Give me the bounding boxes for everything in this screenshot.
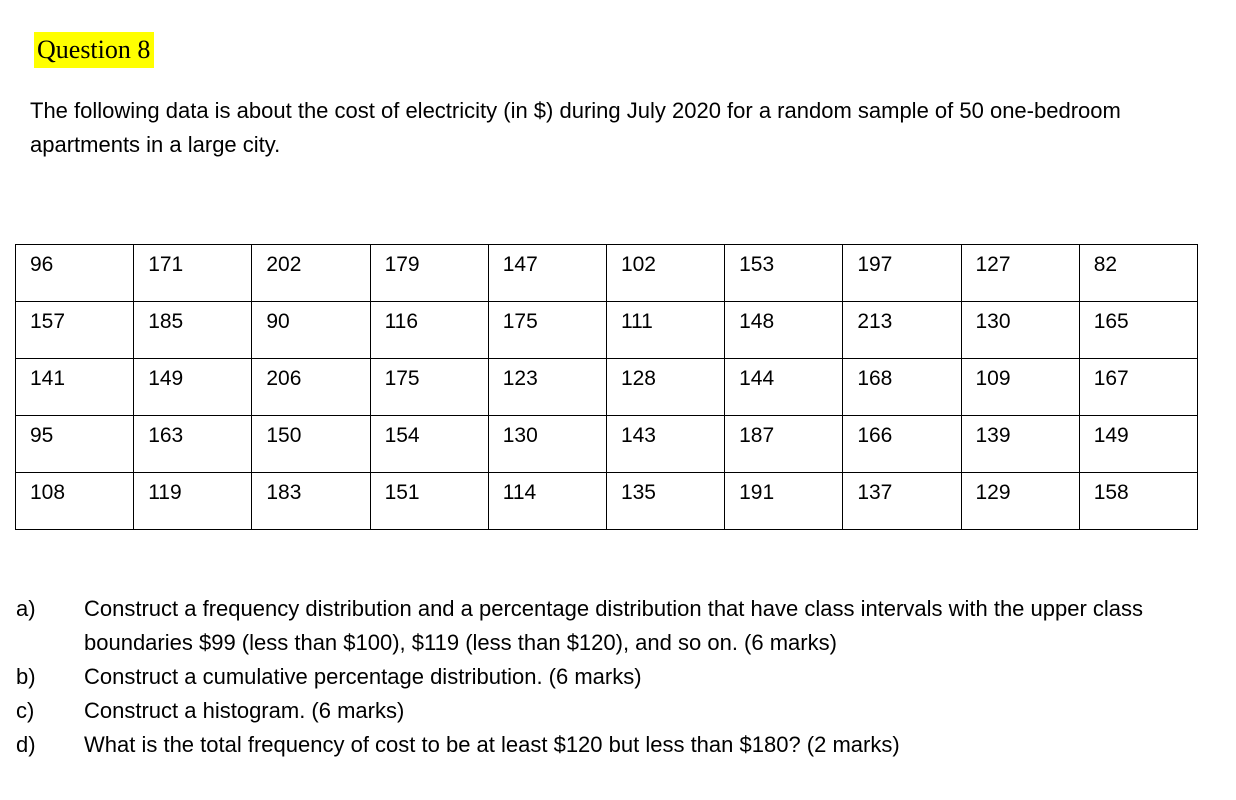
table-cell: 183 xyxy=(252,473,370,530)
table-cell: 165 xyxy=(1079,302,1197,359)
table-row xyxy=(16,473,1198,530)
table-cell: 157 xyxy=(16,302,134,359)
table-cell: 163 xyxy=(134,416,252,473)
table-cell: 144 xyxy=(725,359,843,416)
table-cell: 109 xyxy=(961,359,1079,416)
data-table-body xyxy=(16,245,1198,530)
table-cell: 154 xyxy=(370,416,488,473)
table-cell: 137 xyxy=(843,473,961,530)
table-cell: 127 xyxy=(961,245,1079,302)
table-cell: 111 xyxy=(606,302,724,359)
table-cell: 90 xyxy=(252,302,370,359)
table-cell: 143 xyxy=(606,416,724,473)
intro-paragraph: The following data is about the cost of electricity (in $) during July 2020 for a random sample of 50 one-bedroom apartments in a large city. xyxy=(30,98,1121,157)
table-cell: 167 xyxy=(1079,359,1197,416)
table-cell: 148 xyxy=(725,302,843,359)
question-letter: a) xyxy=(16,596,36,621)
table-cell: 175 xyxy=(370,359,488,416)
table-cell: 147 xyxy=(488,245,606,302)
table-cell: 171 xyxy=(134,245,252,302)
table-cell: 149 xyxy=(134,359,252,416)
table-cell: 149 xyxy=(1079,416,1197,473)
question-text: Construct a cumulative percentage distribution. (6 marks) xyxy=(84,664,642,689)
table-cell: 206 xyxy=(252,359,370,416)
table-cell: 108 xyxy=(16,473,134,530)
table-cell: 129 xyxy=(961,473,1079,530)
table-cell: 141 xyxy=(16,359,134,416)
question-item xyxy=(16,728,1216,762)
table-cell: 158 xyxy=(1079,473,1197,530)
table-cell: 187 xyxy=(725,416,843,473)
table-cell: 135 xyxy=(606,473,724,530)
table-row xyxy=(16,359,1198,416)
question-heading: Question 8 xyxy=(34,32,154,68)
table-cell: 168 xyxy=(843,359,961,416)
table-cell: 175 xyxy=(488,302,606,359)
table-cell: 191 xyxy=(725,473,843,530)
table-cell: 197 xyxy=(843,245,961,302)
table-cell: 185 xyxy=(134,302,252,359)
question-letter: d) xyxy=(16,732,36,757)
table-cell: 96 xyxy=(16,245,134,302)
table-cell: 151 xyxy=(370,473,488,530)
table-cell: 82 xyxy=(1079,245,1197,302)
question-text: Construct a frequency distribution and a percentage distribution that have class intervals with the upper class boundaries $99 (less than $100), $119 (less than $120), and so on. (6 marks) xyxy=(84,596,1144,655)
table-cell: 179 xyxy=(370,245,488,302)
table-cell: 153 xyxy=(725,245,843,302)
table-cell: 123 xyxy=(488,359,606,416)
table-cell: 116 xyxy=(370,302,488,359)
question-item xyxy=(16,660,1216,694)
table-cell: 130 xyxy=(961,302,1079,359)
question-item xyxy=(16,694,1216,728)
table-row xyxy=(16,302,1198,359)
table-cell: 102 xyxy=(606,245,724,302)
table-row xyxy=(16,416,1198,473)
table-cell: 139 xyxy=(961,416,1079,473)
table-cell: 128 xyxy=(606,359,724,416)
question-text: Construct a histogram. (6 marks) xyxy=(84,698,405,723)
question-text: What is the total frequency of cost to be at least $120 but less than $180? (2 marks) xyxy=(84,732,900,757)
question-letter: b) xyxy=(16,664,36,689)
table-cell: 150 xyxy=(252,416,370,473)
table-cell: 130 xyxy=(488,416,606,473)
table-row xyxy=(16,245,1198,302)
table-cell: 213 xyxy=(843,302,961,359)
table-cell: 119 xyxy=(134,473,252,530)
table-cell: 95 xyxy=(16,416,134,473)
table-cell: 202 xyxy=(252,245,370,302)
question-letter: c) xyxy=(16,698,35,723)
data-table xyxy=(15,244,1198,530)
question-item xyxy=(16,592,1216,660)
table-cell: 114 xyxy=(488,473,606,530)
table-cell: 166 xyxy=(843,416,961,473)
question-list xyxy=(16,592,1216,762)
